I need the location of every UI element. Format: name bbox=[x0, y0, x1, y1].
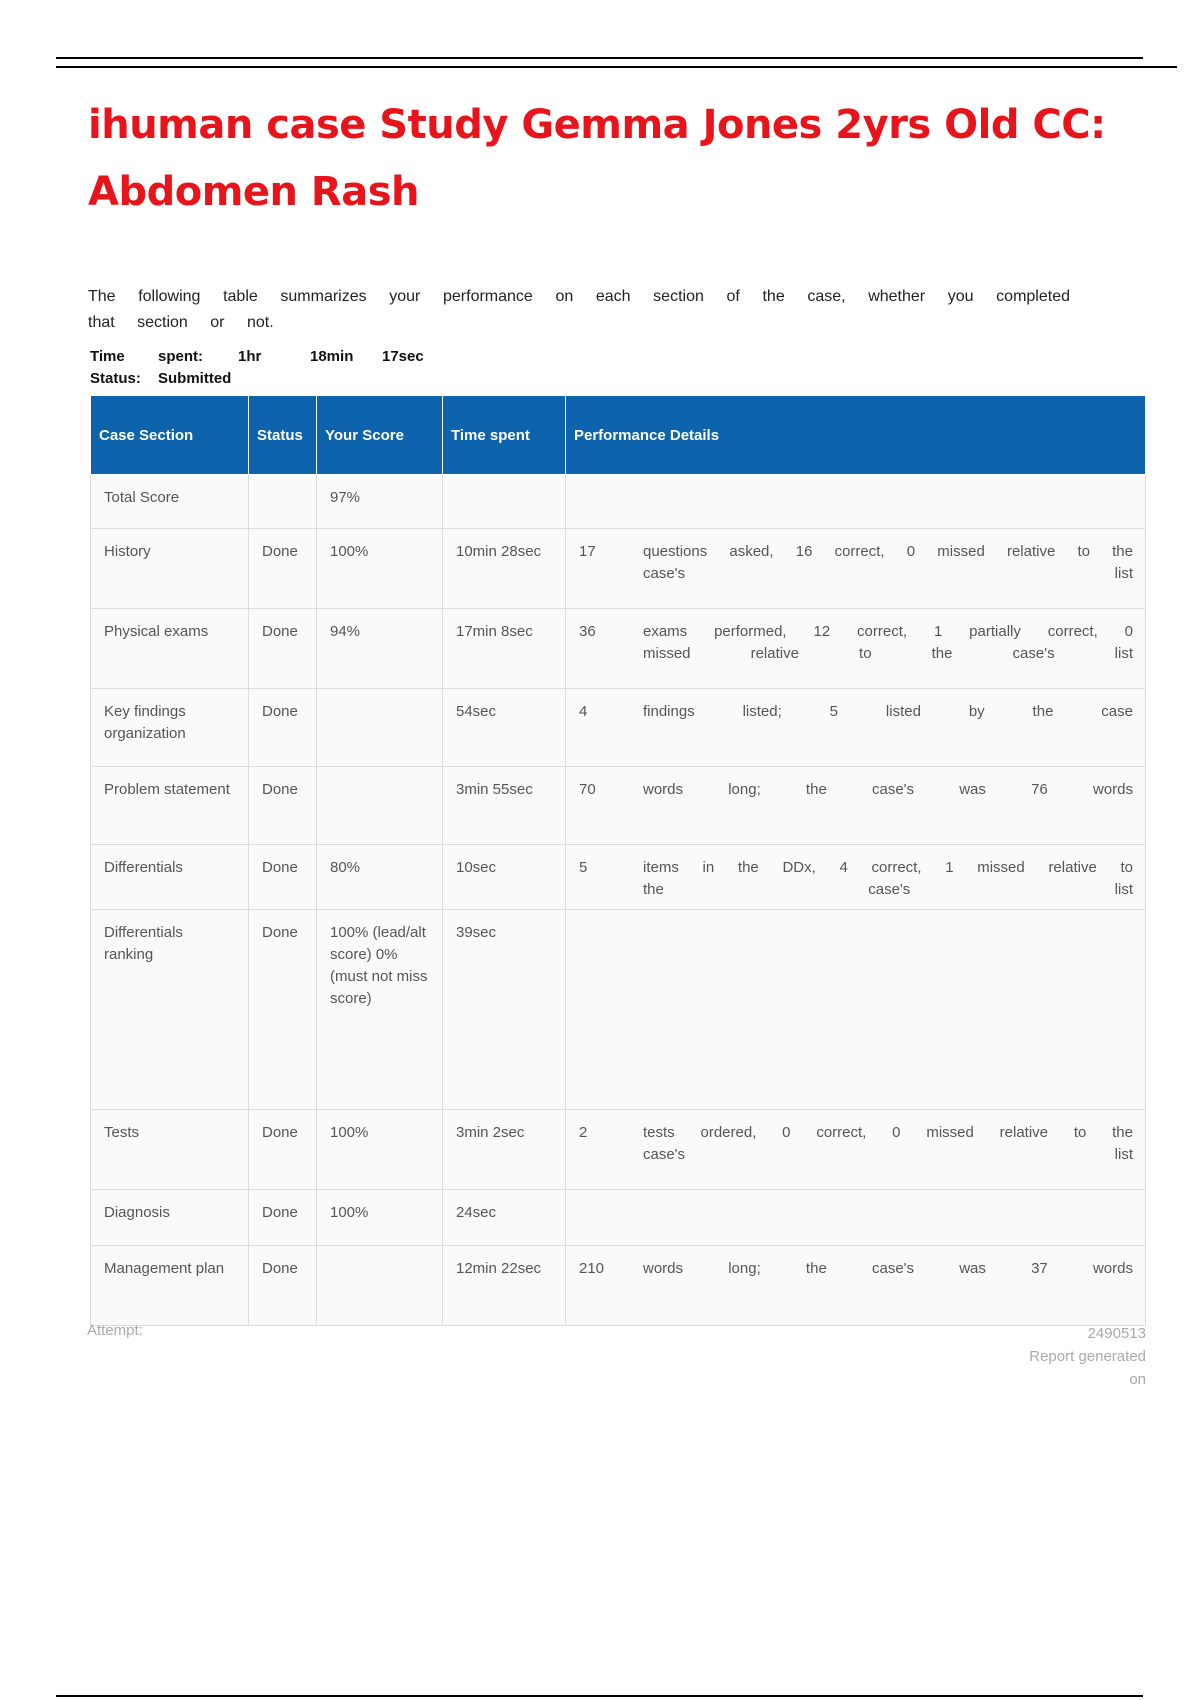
performance-cell bbox=[566, 767, 1146, 845]
time-text: 12min 22sec bbox=[456, 1260, 542, 1277]
status-cell bbox=[249, 845, 317, 910]
performance-cell bbox=[566, 609, 1146, 689]
top-rule-secondary bbox=[56, 66, 1177, 68]
score-cell bbox=[317, 845, 443, 910]
performance-count: 5 bbox=[579, 859, 588, 876]
score-cell bbox=[317, 609, 443, 689]
score-cell bbox=[317, 910, 443, 1110]
top-rule bbox=[56, 57, 1143, 59]
score-cell bbox=[317, 475, 443, 529]
performance-count: 17 bbox=[579, 543, 596, 560]
table-row bbox=[91, 689, 1146, 767]
time-cell bbox=[443, 609, 566, 689]
status-text: Done bbox=[262, 1124, 298, 1141]
table-row bbox=[91, 475, 1146, 529]
intro-paragraph: The following table summarizes your performance on each section of the case, whether you completed that section or not. bbox=[88, 288, 1070, 331]
section-cell bbox=[91, 1110, 249, 1190]
performance-details-text: words long; the case's was 76 words bbox=[643, 781, 1133, 798]
time-minutes: 18min bbox=[310, 348, 354, 365]
score-cell bbox=[317, 767, 443, 845]
section-cell bbox=[91, 475, 249, 529]
spent-label: spent: bbox=[158, 348, 203, 365]
table-row bbox=[91, 609, 1146, 689]
performance-cell bbox=[566, 910, 1146, 1110]
time-text: 54sec bbox=[456, 703, 497, 720]
performance-count: 2 bbox=[579, 1124, 588, 1141]
time-hours: 1hr bbox=[238, 348, 262, 365]
score-text: 100% (lead/alt score) 0% (must not miss score) bbox=[330, 924, 428, 1007]
report-footer bbox=[1026, 1322, 1146, 1391]
status-text: Done bbox=[262, 543, 298, 560]
table-row bbox=[91, 767, 1146, 845]
section-text: Diagnosis bbox=[104, 1204, 170, 1221]
performance-count: 4 bbox=[579, 703, 588, 720]
table-row bbox=[91, 1190, 1146, 1246]
performance-details-text: findings listed; 5 listed by the case bbox=[643, 703, 1133, 720]
header-performance-details: Performance Details bbox=[566, 396, 1146, 475]
score-cell bbox=[317, 689, 443, 767]
generated-label: Report generated on bbox=[1029, 1348, 1146, 1388]
section-text: Tests bbox=[104, 1124, 140, 1141]
time-text: 39sec bbox=[456, 924, 497, 941]
status-cell bbox=[249, 689, 317, 767]
section-cell bbox=[91, 1246, 249, 1326]
table-row bbox=[91, 1246, 1146, 1326]
time-cell bbox=[443, 1110, 566, 1190]
section-cell bbox=[91, 609, 249, 689]
status-text: Done bbox=[262, 623, 298, 640]
header-case-section: Case Section bbox=[91, 396, 249, 475]
time-cell bbox=[443, 475, 566, 529]
time-cell bbox=[443, 689, 566, 767]
status-cell bbox=[249, 910, 317, 1110]
status-cell bbox=[249, 475, 317, 529]
section-text: Key findings organization bbox=[104, 703, 186, 742]
performance-cell bbox=[566, 1190, 1146, 1246]
section-text: Total Score bbox=[104, 489, 180, 506]
time-text: 3min 55sec bbox=[456, 781, 533, 798]
score-cell bbox=[317, 1190, 443, 1246]
time-label: Time bbox=[90, 348, 125, 365]
time-text: 10sec bbox=[456, 859, 497, 876]
header-status: Status bbox=[249, 396, 317, 475]
performance-cell bbox=[566, 689, 1146, 767]
section-cell bbox=[91, 529, 249, 609]
status-text: Done bbox=[262, 781, 298, 798]
performance-cell bbox=[566, 1246, 1146, 1326]
section-text: Problem statement bbox=[104, 781, 230, 798]
status-cell bbox=[249, 767, 317, 845]
table-row bbox=[91, 910, 1146, 1110]
status-text: Done bbox=[262, 924, 298, 941]
time-spent-line bbox=[90, 348, 424, 365]
time-cell bbox=[443, 1190, 566, 1246]
status-cell bbox=[249, 1246, 317, 1326]
performance-cell bbox=[566, 845, 1146, 910]
performance-details-text: words long; the case's was 37 words bbox=[643, 1260, 1133, 1277]
performance-details-text: exams performed, 12 correct, 1 partially correct, 0 missed relative to the case's list bbox=[643, 623, 1133, 662]
time-cell bbox=[443, 910, 566, 1110]
performance-details-text: tests ordered, 0 correct, 0 missed relative to the case's list bbox=[643, 1124, 1133, 1163]
performance-count: 70 bbox=[579, 781, 596, 798]
score-text: 94% bbox=[330, 623, 361, 640]
time-text: 10min 28sec bbox=[456, 543, 542, 560]
performance-table bbox=[90, 396, 1146, 1326]
header-time-spent: Time spent bbox=[443, 396, 566, 475]
status-text: Done bbox=[262, 703, 298, 720]
status-cell bbox=[249, 529, 317, 609]
status-label: Status: bbox=[90, 370, 141, 387]
table-row bbox=[91, 529, 1146, 609]
section-text: Management plan bbox=[104, 1260, 225, 1277]
performance-details-text: items in the DDx, 4 correct, 1 missed relative to the case's list bbox=[643, 859, 1133, 898]
performance-count: 36 bbox=[579, 623, 596, 640]
status-text: Done bbox=[262, 859, 298, 876]
time-cell bbox=[443, 1246, 566, 1326]
score-text: 100% bbox=[330, 543, 369, 560]
section-cell bbox=[91, 767, 249, 845]
table-row bbox=[91, 845, 1146, 910]
score-text: 80% bbox=[330, 859, 361, 876]
score-cell bbox=[317, 529, 443, 609]
section-text: History bbox=[104, 543, 151, 560]
performance-details-text: questions asked, 16 correct, 0 missed relative to the case's list bbox=[643, 543, 1133, 582]
performance-cell bbox=[566, 475, 1146, 529]
status-text: Done bbox=[262, 1204, 298, 1221]
header-your-score: Your Score bbox=[317, 396, 443, 475]
status-cell bbox=[249, 609, 317, 689]
time-seconds: 17sec bbox=[382, 348, 424, 365]
table-row bbox=[91, 1110, 1146, 1190]
score-cell bbox=[317, 1246, 443, 1326]
table-header-row bbox=[91, 396, 1146, 475]
status-value: Submitted bbox=[158, 370, 232, 387]
status-line bbox=[90, 370, 231, 387]
bottom-rule bbox=[56, 1695, 1143, 1697]
score-text: 97% bbox=[330, 489, 361, 506]
status-cell bbox=[249, 1190, 317, 1246]
section-cell bbox=[91, 910, 249, 1110]
performance-cell bbox=[566, 529, 1146, 609]
time-text: 3min 2sec bbox=[456, 1124, 525, 1141]
performance-count: 210 bbox=[579, 1260, 605, 1277]
score-cell bbox=[317, 1110, 443, 1190]
section-text: Differentials ranking bbox=[104, 924, 183, 963]
performance-cell bbox=[566, 1110, 1146, 1190]
section-text: Differentials bbox=[104, 859, 183, 876]
time-text: 24sec bbox=[456, 1204, 497, 1221]
time-text: 17min 8sec bbox=[456, 623, 533, 640]
attempt-id: 2490513 bbox=[1087, 1325, 1146, 1342]
section-cell bbox=[91, 689, 249, 767]
time-cell bbox=[443, 845, 566, 910]
attempt-label: Attempt: bbox=[87, 1322, 143, 1339]
score-text: 100% bbox=[330, 1124, 369, 1141]
section-text: Physical exams bbox=[104, 623, 209, 640]
document-title: ihuman case Study Gemma Jones 2yrs Old CC: Abdomen Rash bbox=[88, 102, 1106, 215]
section-cell bbox=[91, 845, 249, 910]
section-cell bbox=[91, 1190, 249, 1246]
score-text: 100% bbox=[330, 1204, 369, 1221]
time-cell bbox=[443, 529, 566, 609]
time-cell bbox=[443, 767, 566, 845]
status-text: Done bbox=[262, 1260, 298, 1277]
status-cell bbox=[249, 1110, 317, 1190]
